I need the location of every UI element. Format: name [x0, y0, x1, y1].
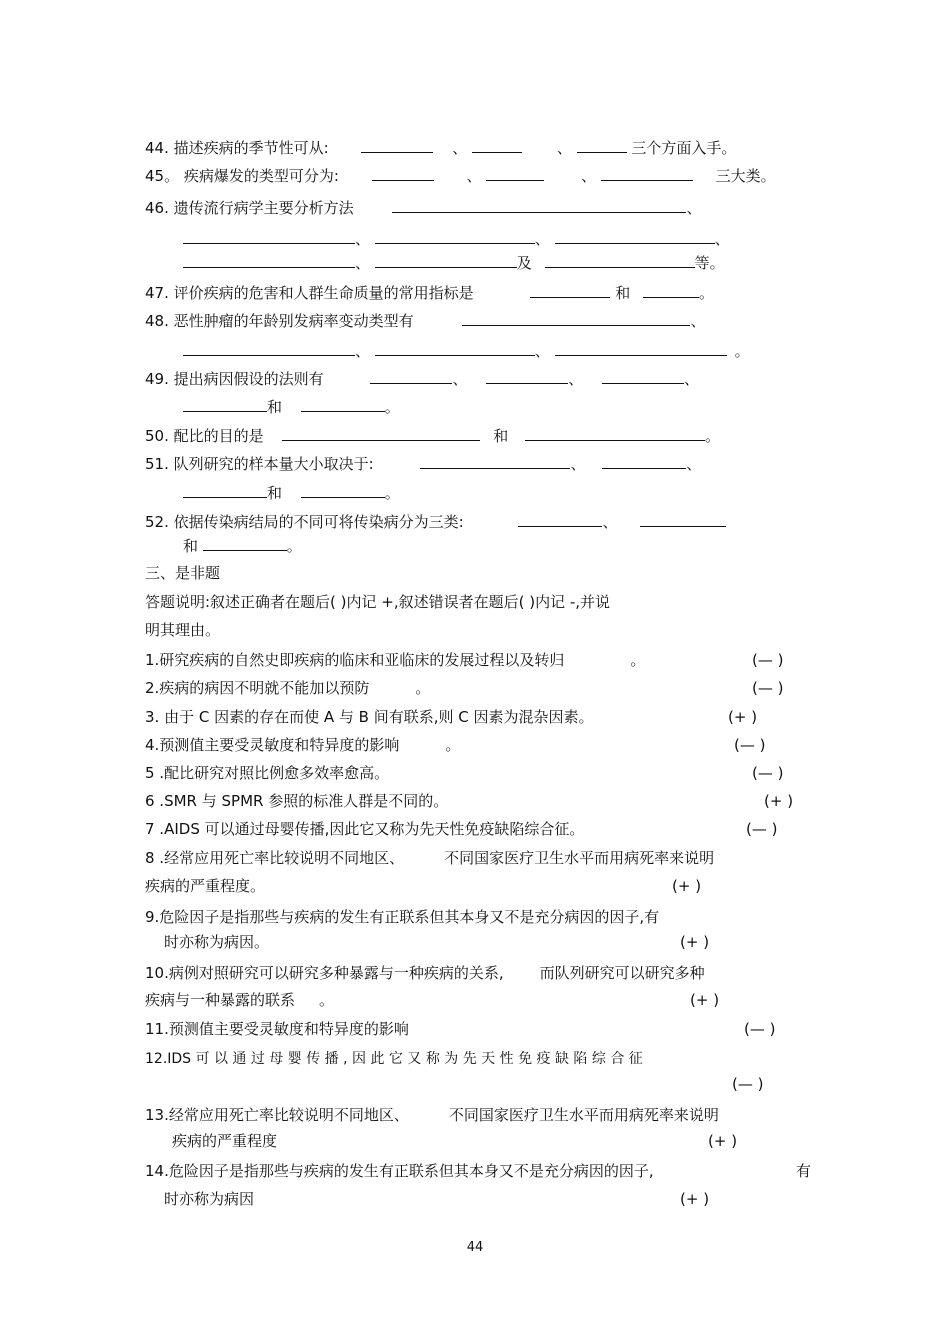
tf-answer-8: (+ )	[672, 877, 702, 895]
question-44: 44. 描述疾病的季节性可从: 、 、 三个方面入手。	[145, 139, 737, 157]
blank[interactable]	[183, 396, 267, 412]
tf-item-5: 5 .配比研究对照比例愈多效率愈高。	[145, 764, 390, 782]
blank[interactable]	[462, 310, 690, 326]
blank[interactable]	[577, 137, 627, 153]
question-46-line2: 、 、 、	[183, 228, 730, 248]
blank[interactable]	[375, 340, 535, 356]
tf-item-10: 10.病例对照研究可以研究多种暴露与一种疾病的关系, 而队列研究可以研究多种	[145, 964, 705, 982]
tf-item-14: 14.危险因子是指那些与疾病的发生有正联系但其本身又不是充分病因的因子,	[145, 1162, 654, 1180]
tf-item-13-line2: 疾病的严重程度	[172, 1132, 278, 1150]
instructions-line2: 明其理由。	[145, 621, 221, 639]
tf-item-12: 12.IDS 可 以 通 过 母 婴 传 播 , 因 此 它 又 称 为 先 天 性 免 疫 缺 陷 综 合 征	[145, 1051, 643, 1067]
blank[interactable]	[420, 453, 570, 469]
blank[interactable]	[518, 511, 602, 527]
tf-answer-6: (+ )	[764, 792, 794, 810]
question-45: 45。 疾病爆发的类型可分为: 、 、 三大类。	[145, 167, 776, 185]
blank[interactable]	[486, 165, 544, 181]
tf-answer-5: (— )	[752, 764, 784, 782]
blank[interactable]	[183, 252, 355, 268]
blank[interactable]	[486, 368, 568, 384]
blank[interactable]	[555, 340, 727, 356]
instructions-line1: 答题说明:叙述正确者在题后( )内记 +,叙述错误者在题后( )内记 -,并说	[145, 593, 611, 611]
blank[interactable]	[375, 228, 535, 244]
question-48: 48. 恶性肿瘤的年龄别发病率变动类型有 、	[145, 312, 706, 330]
tf-item-9: 9.危险因子是指那些与疾病的发生有正联系但其本身又不是充分病因的因子,有	[145, 908, 660, 926]
tf-item-4: 4.预测值主要受灵敏度和特异度的影响 。	[145, 736, 461, 754]
blank[interactable]	[602, 368, 684, 384]
question-49: 49. 提出病因假设的法则有 、 、 、	[145, 370, 700, 388]
tf-item-3: 3. 由于 C 因素的存在而使 A 与 B 间有联系,则 C 因素为混杂因素。	[145, 708, 594, 726]
blank[interactable]	[183, 340, 355, 356]
tf-answer-13: (+ )	[708, 1132, 738, 1150]
question-52-line2: 和 。	[183, 537, 302, 555]
blank[interactable]	[392, 197, 686, 213]
tf-item-14-tail: 有	[796, 1162, 812, 1180]
tf-item-2: 2.疾病的病因不明就不能加以预防 。	[145, 679, 431, 697]
blank[interactable]	[602, 453, 686, 469]
question-49-line2: 和 。	[183, 396, 400, 416]
question-46-line3: 、 及 等。	[183, 252, 725, 272]
tf-item-8: 8 .经常应用死亡率比较说明不同地区、 不同国家医疗卫生水平而用病死率来说明	[145, 849, 715, 867]
blank[interactable]	[372, 165, 434, 181]
tf-item-9-line2: 时亦称为病因。	[164, 933, 270, 951]
tf-item-6: 6 .SMR 与 SPMR 参照的标准人群是不同的。	[145, 792, 449, 810]
question-47: 47. 评价疾病的危害和人群生命质量的常用指标是 和 。	[145, 284, 715, 302]
question-48-line2: 、 、 。	[183, 340, 750, 360]
question-52: 52. 依据传染病结局的不同可将传染病分为三类: 、	[145, 511, 726, 531]
tf-answer-1: (— )	[752, 651, 784, 669]
blank[interactable]	[282, 425, 480, 441]
blank[interactable]	[601, 165, 693, 181]
tf-item-8-line2: 疾病的严重程度。	[145, 877, 266, 895]
tf-answer-10: (+ )	[690, 991, 720, 1009]
page-number: 44	[466, 1240, 484, 1255]
blank[interactable]	[361, 137, 433, 153]
tf-answer-7: (— )	[746, 820, 778, 838]
blank[interactable]	[530, 282, 610, 298]
tf-item-14-line2: 时亦称为病因	[164, 1190, 255, 1208]
tf-item-10-line2: 疾病与一种暴露的联系 。	[145, 991, 335, 1009]
blank[interactable]	[183, 482, 267, 498]
tf-answer-9: (+ )	[680, 933, 710, 951]
blank[interactable]	[640, 511, 726, 527]
tf-item-7: 7 .AIDS 可以通过母婴传播,因此它又称为先天性免疫缺陷综合征。	[145, 820, 585, 838]
section-title: 三、是非题	[145, 564, 221, 582]
blank[interactable]	[545, 252, 695, 268]
question-51: 51. 队列研究的样本量大小取决于: 、 、	[145, 455, 702, 473]
blank[interactable]	[370, 368, 452, 384]
blank[interactable]	[525, 425, 705, 441]
blank[interactable]	[472, 137, 522, 153]
tf-item-1: 1.研究疾病的自然史即疾病的临床和亚临床的发展过程以及转归 。	[145, 651, 646, 669]
tf-answer-14: (+ )	[680, 1190, 710, 1208]
blank[interactable]	[555, 228, 715, 244]
blank[interactable]	[203, 535, 287, 551]
question-46: 46. 遗传流行病学主要分析方法 、	[145, 199, 702, 217]
tf-answer-3: (+ )	[728, 708, 758, 726]
blank[interactable]	[301, 482, 385, 498]
blank[interactable]	[643, 282, 699, 298]
blank[interactable]	[375, 252, 517, 268]
question-51-line2: 和 。	[183, 482, 400, 502]
blank[interactable]	[183, 228, 355, 244]
blank[interactable]	[301, 396, 385, 412]
tf-answer-4: (— )	[734, 736, 766, 754]
tf-answer-2: (— )	[752, 679, 784, 697]
tf-item-11: 11.预测值主要受灵敏度和特异度的影响	[145, 1020, 409, 1038]
question-50: 50. 配比的目的是 和 。	[145, 427, 721, 445]
tf-item-13: 13.经常应用死亡率比较说明不同地区、 不同国家医疗卫生水平而用病死率来说明	[145, 1106, 719, 1124]
tf-answer-11: (— )	[744, 1020, 776, 1038]
tf-answer-12: (— )	[732, 1075, 764, 1093]
